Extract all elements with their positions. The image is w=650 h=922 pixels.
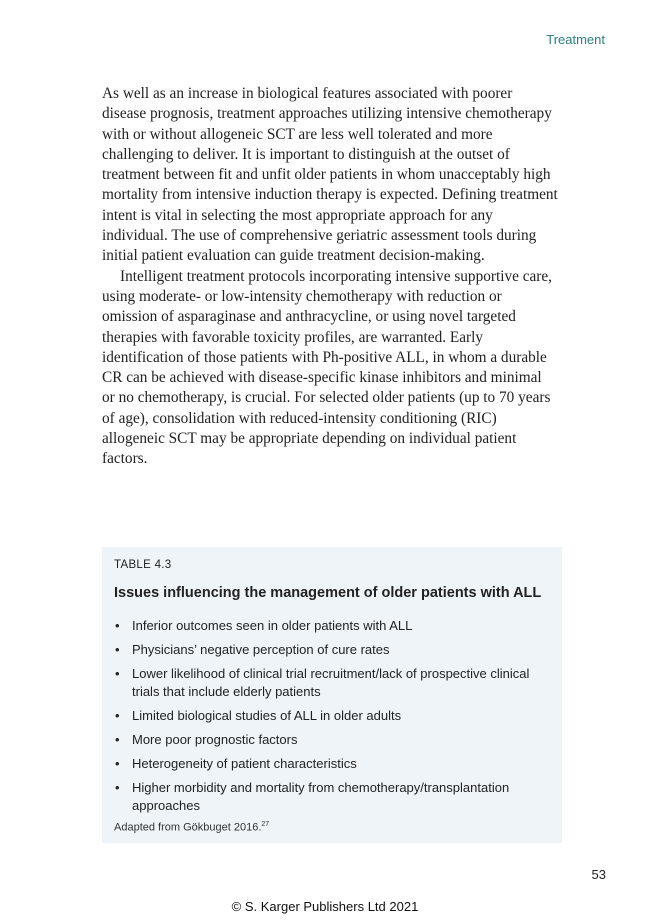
copyright: © S. Karger Publishers Ltd 2021 bbox=[231, 899, 419, 914]
bullet-icon: • bbox=[115, 666, 120, 681]
table-label: TABLE 4.3 bbox=[114, 559, 172, 571]
list-item bbox=[114, 731, 550, 749]
bullet-icon: • bbox=[115, 642, 120, 657]
reference-superscript: 27 bbox=[261, 821, 270, 828]
list-item-text: Higher morbidity and mortality from chemotherapy/transplantation approaches bbox=[132, 780, 510, 813]
list-item bbox=[114, 755, 550, 773]
list-item bbox=[114, 779, 550, 815]
page-number: 53 bbox=[591, 867, 606, 882]
bullet-icon: • bbox=[115, 780, 120, 795]
table-list bbox=[114, 617, 550, 815]
table-box bbox=[102, 547, 562, 843]
bullet-icon: • bbox=[115, 732, 120, 747]
list-item bbox=[114, 641, 550, 659]
list-item-text: Physicians’ negative perception of cure rates bbox=[132, 642, 390, 657]
table-source bbox=[114, 821, 550, 834]
paragraph: Intelligent treatment protocols incorporating intensive supportive care, using moderate- or low-intensity chemotherapy with reduction or omission of asparaginase and anthracycline, or using novel targeted therapies with favorable toxicity profiles, are warranted. Early identification of those patients with Ph-positive ALL, in whom a durable CR can be achieved with disease-specific kinase inhibitors and minimal or no chemotherapy, is crucial. For selected older patients (up to 70 years of age), consolidation with reduced-intensity conditioning (RIC) allogeneic SCT may be appropriate depending on individual patient factors. bbox=[102, 267, 553, 468]
list-item bbox=[114, 617, 550, 635]
running-header: Treatment bbox=[546, 32, 605, 47]
list-item-text: Heterogeneity of patient characteristics bbox=[132, 756, 357, 771]
list-item-text: Lower likelihood of clinical trial recruitment/lack of prospective clinical trials that include elderly patients bbox=[132, 666, 530, 699]
list-item-text: Inferior outcomes seen in older patients with ALL bbox=[132, 618, 413, 633]
list-item bbox=[114, 665, 550, 701]
paragraph: As well as an increase in biological features associated with poorer disease prognosis, treatment approaches utilizing intensive chemotherapy with or without allogeneic SCT are less well tolerated and more challenging to deliver. It is important to distinguish at the outset of treatment between fit and unfit older patients in whom unacceptably high mortality from intensive induction therapy is expected. Defining treatment intent is vital in selecting the most appropriate approach for any individual. The use of comprehensive geriatric assessment tools during initial patient evaluation can guide treatment decision-making. bbox=[102, 85, 558, 265]
table-title: Issues influencing the management of older patients with ALL bbox=[114, 585, 542, 601]
bullet-icon: • bbox=[115, 618, 120, 633]
list-item bbox=[114, 707, 550, 725]
body-text bbox=[102, 84, 558, 470]
list-item-text: Limited biological studies of ALL in older adults bbox=[132, 708, 402, 723]
table-source-text: Adapted from Gökbuget 2016. bbox=[114, 821, 262, 834]
bullet-icon: • bbox=[115, 708, 120, 723]
list-item-text: More poor prognostic factors bbox=[132, 732, 298, 747]
bullet-icon: • bbox=[115, 756, 120, 771]
